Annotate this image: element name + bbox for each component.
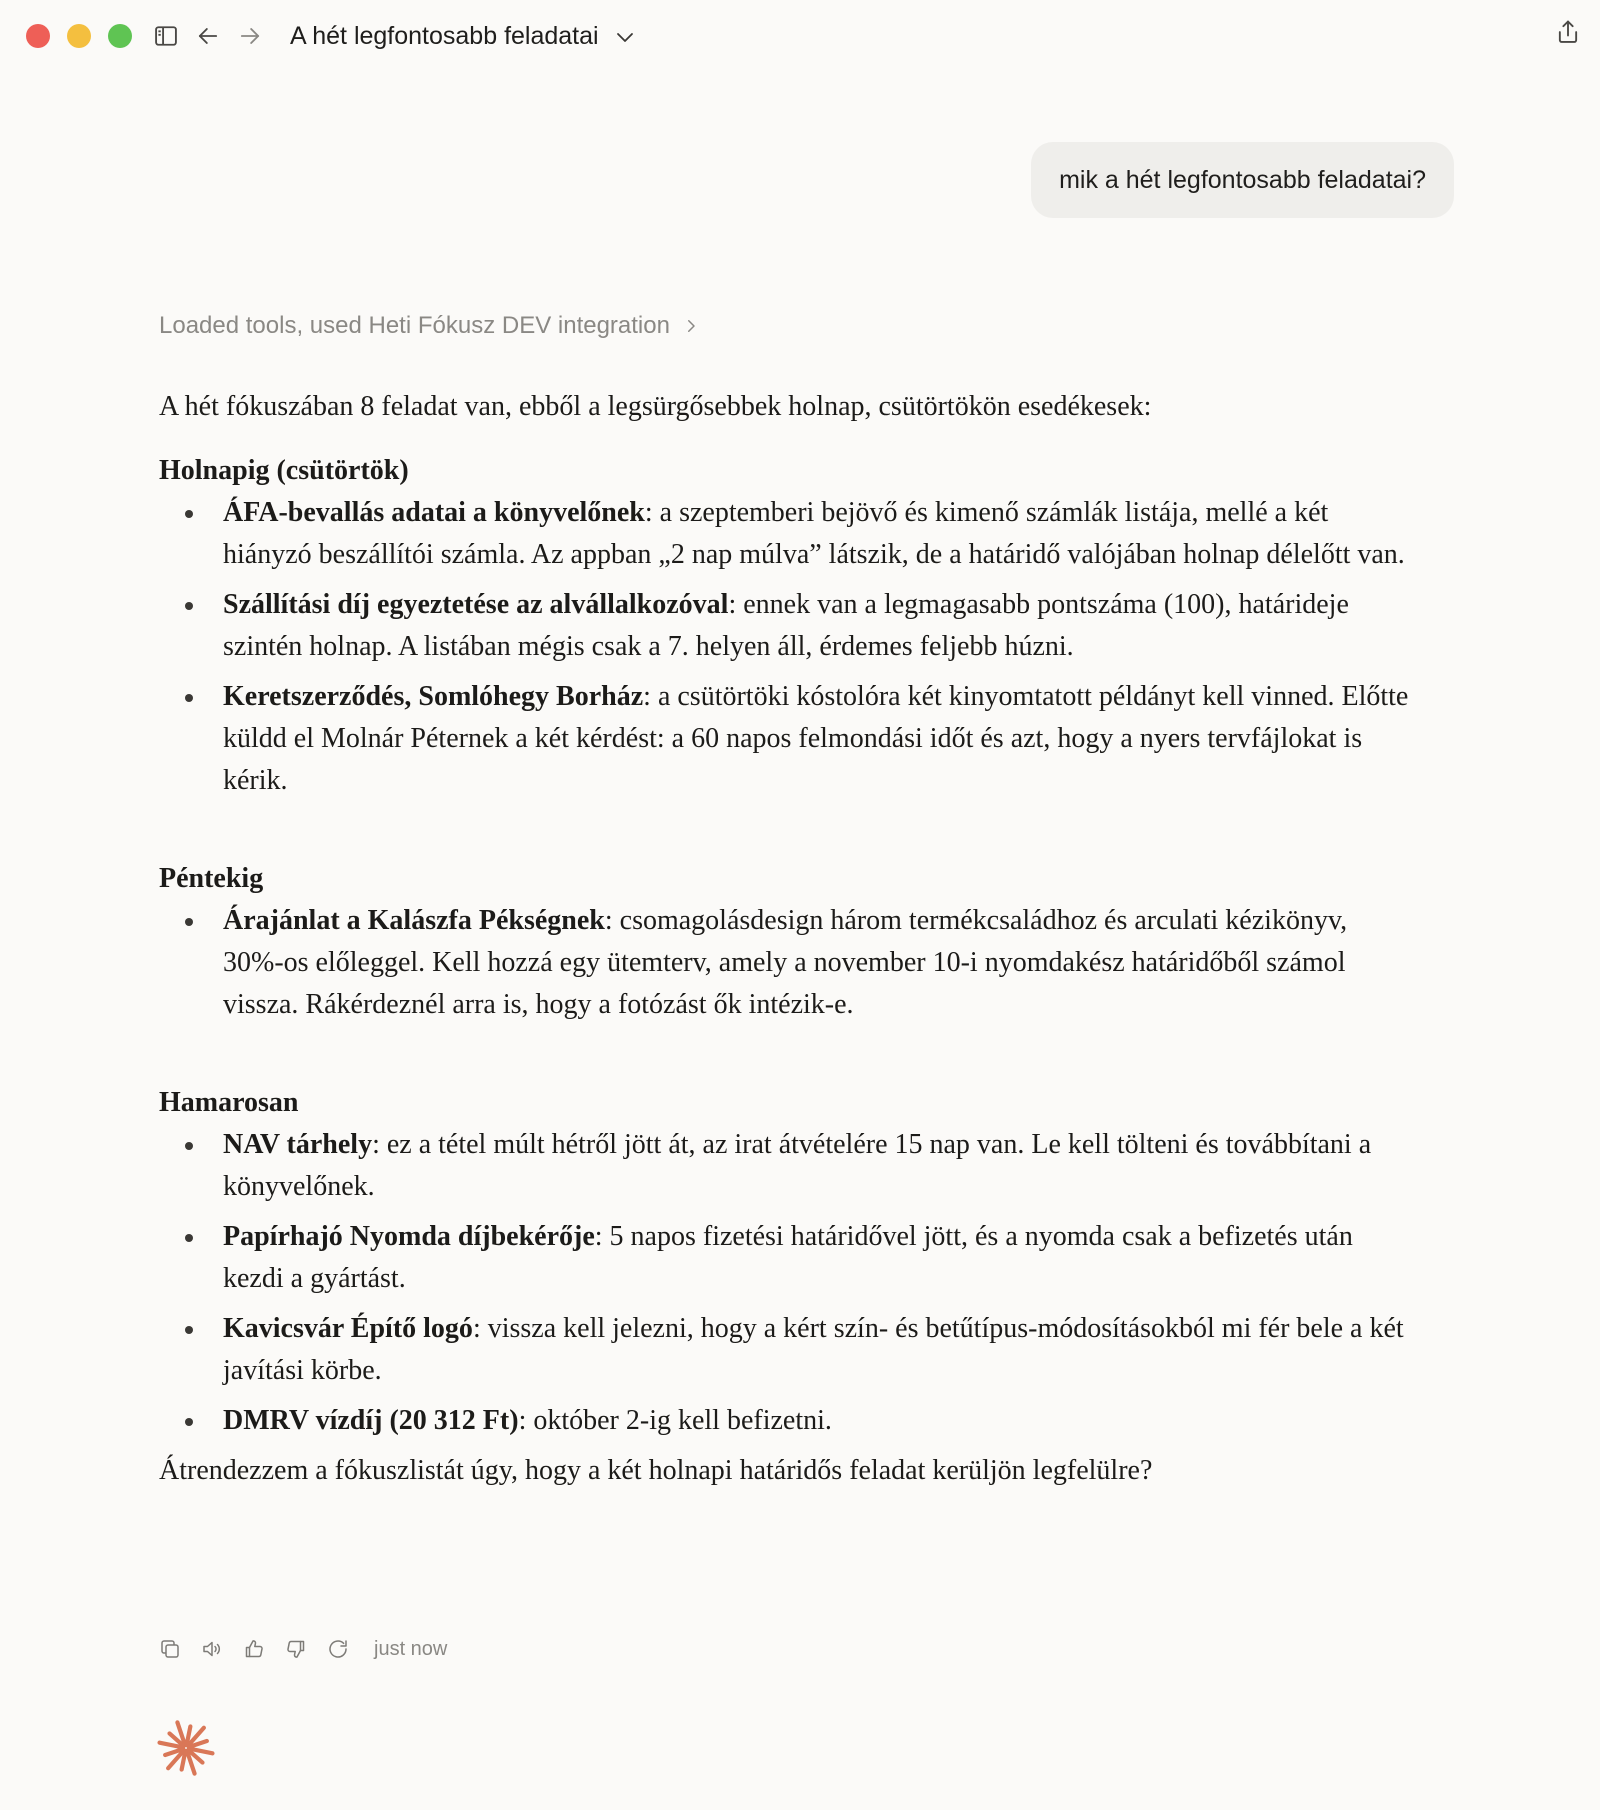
conversation-title[interactable] (290, 18, 637, 54)
sidebar-toggle-icon[interactable] (152, 22, 180, 50)
thumbs-up-icon[interactable] (242, 1637, 266, 1661)
list-item (159, 1308, 1409, 1392)
task-title: DMRV vízdíj (20 312 Ft) (223, 1405, 519, 1436)
tools-status-toggle[interactable] (159, 312, 700, 340)
task-text: : október 2-ig kell befizetni. (518, 1405, 832, 1436)
chevron-right-icon (682, 317, 700, 335)
share-icon[interactable] (1554, 18, 1582, 46)
task-text: : 5 napos fizetési határidővel jött, és a nyomda csak a befizetés után kezdi a gyártást. (223, 1221, 1353, 1294)
back-arrow-icon[interactable] (194, 22, 222, 50)
list-item (159, 900, 1409, 1026)
minimize-window-button[interactable] (67, 24, 91, 48)
response-intro: A hét fókuszában 8 feladat van, ebből a legsürgősebbek holnap, csütörtökön esedékesek: (159, 391, 1152, 422)
close-window-button[interactable] (26, 24, 50, 48)
conversation-title-text: A hét legfontosabb feladatai (290, 22, 599, 50)
list-item (159, 1400, 1409, 1442)
retry-icon[interactable] (326, 1637, 350, 1661)
list-item (159, 676, 1409, 802)
speaker-icon[interactable] (200, 1637, 224, 1661)
task-list (159, 1124, 1409, 1442)
list-item (159, 1216, 1409, 1300)
section-heading: Holnapig (csütörtök) (159, 455, 409, 486)
task-list (159, 492, 1409, 802)
task-title: Szállítási díj egyeztetése az alvállalkozóval (223, 589, 729, 620)
list-item (159, 1124, 1409, 1208)
title-bar (0, 0, 1600, 72)
maximize-window-button[interactable] (108, 24, 132, 48)
assistant-response (159, 386, 1409, 1492)
section-heading: Hamarosan (159, 1087, 299, 1118)
task-title: Árajánlat a Kalászfa Pékségnek (223, 905, 605, 936)
task-text: : ennek van a legmagasabb pontszáma (100), határideje szintén holnap. A listában mégis csak a 7. helyen áll, érdemes feljebb húzni. (223, 589, 1349, 662)
task-text: : ez a tétel múlt hétről jött át, az irat átvételére 15 nap van. Le kell tölteni és továbbítani a könyvelőnek. (223, 1129, 1372, 1202)
task-title: Keretszerződés, Somlóhegy Borház (223, 681, 644, 712)
task-title: Kavicsvár Építő logó (223, 1313, 473, 1344)
task-title: ÁFA-bevallás adatai a könyvelőnek (223, 497, 645, 528)
tools-status-text: Loaded tools, used Heti Fókusz DEV integration (159, 312, 670, 339)
message-actions (158, 1634, 447, 1664)
task-text: : vissza kell jelezni, hogy a kért szín- és betűtípus-módosításokból mi fér bele a két javítási körbe. (223, 1313, 1404, 1386)
task-title: NAV tárhely (223, 1129, 373, 1160)
assistant-spark-logo-icon (156, 1718, 216, 1778)
task-text: : csomagolásdesign három termékcsaládhoz és arculati kézikönyv, 30%-os előleggel. Kell hozzá egy ütemterv, amely a november 10-i nyomdakész határidőből számol vissza. Rákérdeznél arra is, hogy a fotózást ők intézik-e. (223, 905, 1348, 1020)
forward-arrow-icon[interactable] (236, 22, 264, 50)
copy-icon[interactable] (158, 1637, 182, 1661)
task-title: Papírhajó Nyomda díjbekérője (223, 1221, 595, 1252)
message-timestamp: just now (374, 1637, 448, 1660)
list-item (159, 584, 1409, 668)
task-text: : a csütörtöki kóstolóra két kinyomtatott példányt kell vinned. Előtte küldd el Molnár Péternek a két kérdést: a 60 napos felmondási időt és azt, hogy a nyers tervfájlokat is kérik. (223, 681, 1409, 796)
task-text: : a szeptemberi bejövő és kimenő számlák listája, mellé a két hiányzó beszállítói számla. Az appban „2 nap múlva” látszik, de a határidő valójában holnap délelőtt van. (223, 497, 1405, 570)
thumbs-down-icon[interactable] (284, 1637, 308, 1661)
task-list (159, 900, 1409, 1026)
chevron-down-icon[interactable] (613, 23, 637, 49)
section-heading: Péntekig (159, 863, 264, 894)
response-closing: Átrendezzem a fókuszlistát úgy, hogy a két holnapi határidős feladat kerüljön legfelülre? (159, 1455, 1153, 1486)
user-message: mik a hét legfontosabb feladatai? (1031, 142, 1454, 218)
list-item (159, 492, 1409, 576)
